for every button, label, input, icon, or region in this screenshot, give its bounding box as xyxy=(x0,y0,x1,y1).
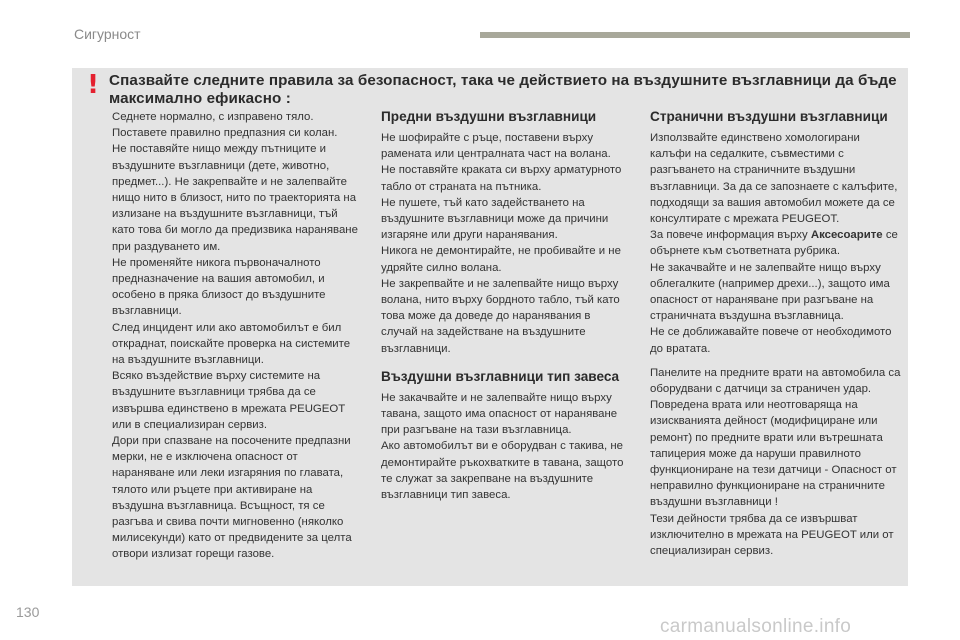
rule-paragraph: Не поставяйте нищо между пътниците и въздушните възглавници (дете, животно, предмет...). Не закрепвайте и не залепвайте нищо нито в близост, нито по траекторията на излизане на въздушните възглавници, тъй като това би могло да предизвика нараняване при раздуването им. xyxy=(112,143,358,253)
warning-title: Спазвайте следните правила за безопасност, така че действието на въздушните възглавници да бъде максимално ефикасно : xyxy=(109,72,897,107)
paragraph-gap xyxy=(650,357,902,365)
warning-exclamation-icon: ! xyxy=(87,70,99,100)
column-general-rules xyxy=(112,109,362,563)
page-number: 130 xyxy=(16,604,40,620)
side-airbags-paragraph: Тези дейности трябва да се извършват изключително в мрежата на PEUGEOT или от специализиран сервиз. xyxy=(650,512,894,558)
section-title: Сигурност xyxy=(74,26,141,42)
front-airbags-paragraph: Не шофирайте с ръце, поставени върху рамената или централната част на волана. xyxy=(381,132,611,161)
side-airbags-paragraph: Използвайте единствено хомологирани калъфи на седалките, съвместими с разгъването на страничните въздушни възглавници. За да се запознаете с калъфите, подходящи за вашия автомобил можете да се консултирате с мрежата PEUGEOT. xyxy=(650,132,898,226)
front-airbags-paragraph: Никога не демонтирайте, не пробивайте и не удряйте силно волана. xyxy=(381,245,621,274)
rule-paragraph: Седнете нормално, с изправено тяло. xyxy=(112,111,314,123)
rule-paragraph: Поставете правилно предпазния си колан. xyxy=(112,127,338,140)
front-airbags-paragraph: Не закрепвайте и не залепвайте нищо върху волана, нито върху бордното табло, тъй като това може да доведе до наранявания в случай на задействане на въздушните възглавници. xyxy=(381,277,620,355)
front-airbags-paragraph: Не пушете, тъй като задействането на въздушните възглавници може да причини изгаряне или други наранявания. xyxy=(381,196,609,242)
column-side-airbags xyxy=(650,108,902,559)
front-airbags-heading: Предни въздушни възглавници xyxy=(381,109,597,124)
side-airbags-paragraph: Не се доближавайте повече от необходимото до вратата. xyxy=(650,326,892,355)
front-airbags-paragraph: Не поставяйте краката си върху арматурното табло от страната на пътника. xyxy=(381,164,622,193)
curtain-airbags-paragraph: Не закачвайте и не залепвайте нищо върху тавана, защото има опасност от нараняване при разгъване на тази възглавница. xyxy=(381,391,618,437)
side-airbags-paragraph: Не закачвайте и не залепвайте нищо върху облегалките (например дрехи...), защото има опасност от нараняване при разгъване на страничната въздушна възглавница. xyxy=(650,261,890,323)
rule-paragraph: След инцидент или ако автомобилът е бил откраднат, поискайте проверка на системите на въздушните възглавници. xyxy=(112,321,351,367)
accessories-text-after: се обърнете към съответната рубрика. xyxy=(650,229,898,258)
section-gap xyxy=(381,357,628,368)
rule-paragraph: Всяко въздействие върху системите на въздушните възглавници трябва да се извършва единствено в мрежата PEUGEOT или в специализиран сервиз. xyxy=(112,370,345,431)
curtain-airbags-paragraph: Ако автомобилът ви е оборудван с такива, не демонтирайте ръкохватките в тавана, защото те служат за закрепване на въздушните възглавници тип завеса. xyxy=(381,440,624,502)
accessories-text-before: За повече информация върху xyxy=(650,229,811,242)
side-airbags-paragraph: Повредена врата или неотговаряща на изискванията дейност (модифициране или ремонт) по предните врати или вътрешната тапицерия може да наруши правилното функциониране на тези датчици - Опасност от неправилно функциониране на страничните въздушни възглавници ! xyxy=(650,399,897,509)
side-airbags-heading: Странични въздушни възглавници xyxy=(650,109,888,124)
column-front-curtain-airbags xyxy=(381,108,628,503)
rule-paragraph: Не променяйте никога първоначалното предназначение на вашия автомобил, и особено в пряка близост до въздушните възглавници. xyxy=(112,256,326,318)
side-airbags-accessories-paragraph xyxy=(650,227,902,259)
curtain-airbags-heading: Въздушни възглавници тип завеса xyxy=(381,368,620,384)
rule-paragraph: Дори при спазване на посочените предпазни мерки, не е изключена опасност от нараняване или леки изгаряния по главата, тялото или ръцете при активиране на въздушна възглавница. Всъщност, тя се разгъва и свива почти мигновенно (няколко милисекунди) като от предвидените за целта отвори излизат горещи газове. xyxy=(112,435,352,561)
header-divider-bar xyxy=(480,32,910,38)
side-airbags-paragraph: Панелите на предните врати на автомобила са оборудвани с датчици за страничен удар. xyxy=(650,366,901,396)
watermark: carmanualsonline.info xyxy=(660,616,852,637)
accessories-link-text: Аксесоарите xyxy=(810,229,883,242)
